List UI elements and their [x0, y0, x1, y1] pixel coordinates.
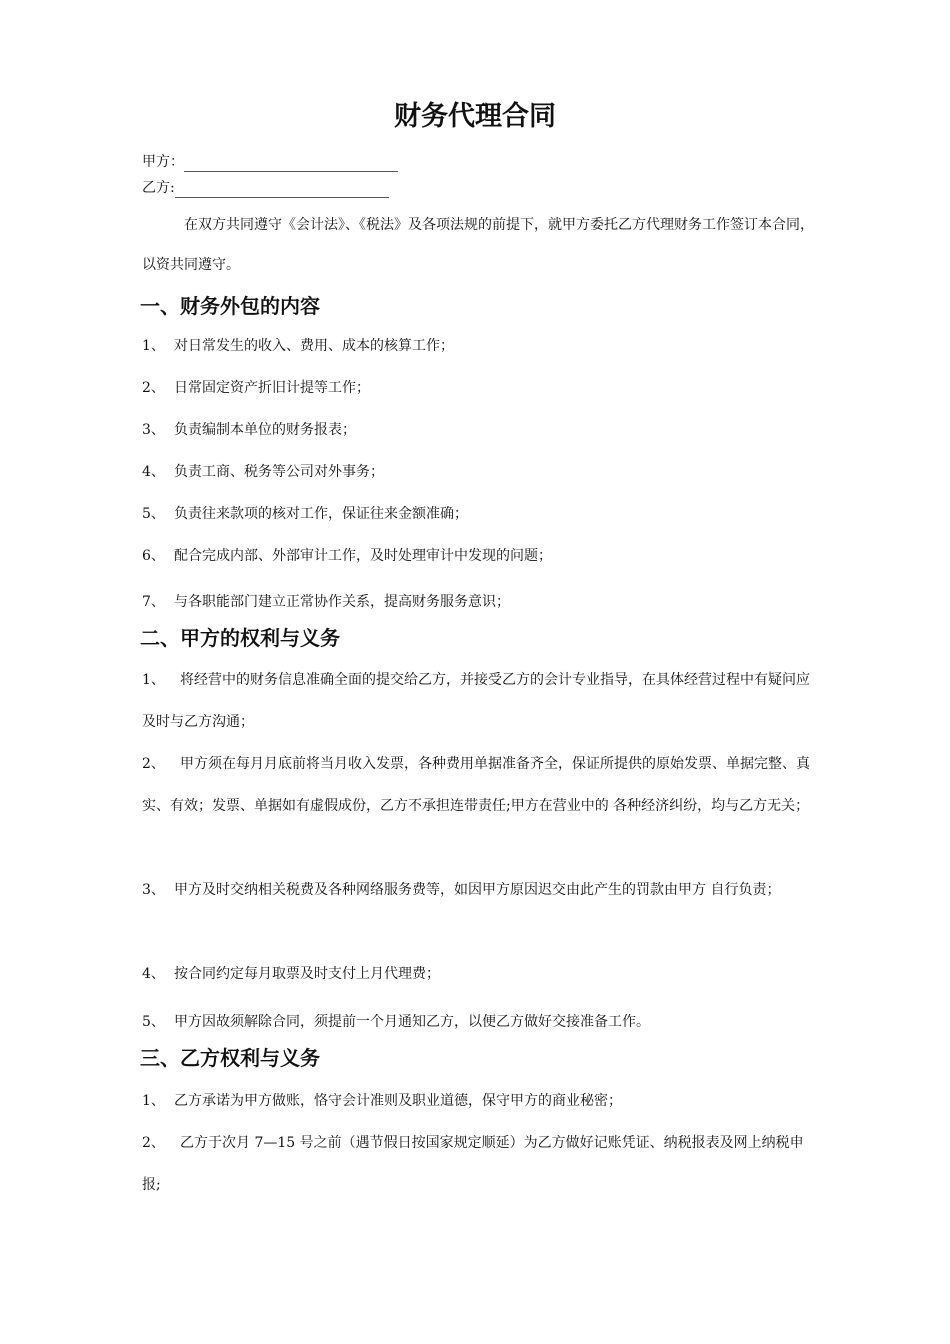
section-heading: 二、甲方的权利与义务: [140, 626, 340, 650]
item-number: 2、: [142, 1135, 165, 1151]
item-number: 1、: [142, 1093, 165, 1109]
item-number: 4、: [142, 966, 165, 982]
party-a-line: [142, 152, 398, 172]
list-item: [142, 743, 822, 827]
item-number: 6、: [142, 548, 165, 564]
party-b-label: 乙方:: [142, 180, 175, 196]
item-text: 甲方因故须解除合同，须提前一个月通知乙方，以便乙方做好交接准备工作。: [174, 1014, 650, 1030]
item-number: 1、: [142, 672, 165, 688]
list-item: [142, 953, 822, 995]
item-number: 5、: [142, 1014, 165, 1030]
item-text: 负责工商、税务等公司对外事务；: [174, 464, 384, 480]
list-item: [142, 1001, 822, 1043]
party-b-blank: [175, 181, 389, 198]
item-text: 按合同约定每月取票及时支付上月代理费；: [174, 966, 440, 982]
item-text: 将经营中的财务信息准确全面的提交给乙方，并接受乙方的会计专业指导，在具体经营过程中有疑问应及时与乙方沟通；: [142, 672, 810, 730]
item-number: 4、: [142, 464, 165, 480]
section-heading: 三、乙方权利与义务: [140, 1046, 320, 1070]
list-item: [142, 869, 822, 911]
list-item: [142, 493, 822, 535]
item-number: 3、: [142, 882, 165, 898]
list-item: [142, 451, 822, 493]
list-item: [142, 659, 822, 743]
item-text: 负责往来款项的核对工作，保证往来金额准确；: [174, 506, 468, 522]
list-item: [142, 535, 822, 577]
item-text: 配合完成内部、外部审计工作，及时处理审计中发现的问题；: [174, 548, 552, 564]
list-item: [142, 1122, 822, 1206]
item-number: 2、: [142, 756, 165, 772]
intro-paragraph: 在双方共同遵守《会计法》、《税法》及各项法规的前提下，就甲方委托乙方代理财务工作签订本合同，以资共同遵守。: [142, 217, 814, 273]
party-a-blank: [184, 155, 398, 172]
item-number: 1、: [142, 338, 165, 354]
item-text: 甲方须在每月月底前将当月收入发票，各种费用单据准备齐全，保证所提供的原始发票、单据完整、真实、有效；发票、单据如有虚假成份，乙方不承担连带责任;甲方在营业中的 各种经济纠纷，均与乙方无关；: [142, 756, 810, 814]
item-number: 2、: [142, 380, 165, 396]
list-item: [142, 325, 822, 367]
section-heading: 一、财务外包的内容: [140, 294, 320, 318]
item-text: 乙方于次月 7—15 号之前（遇节假日按国家规定顺延）为乙方做好记账凭证、纳税报表及网上纳税申报;: [142, 1135, 804, 1193]
list-item: [142, 367, 822, 409]
item-number: 7、: [142, 594, 165, 610]
item-text: 负责编制本单位的财务报表；: [174, 422, 356, 438]
list-item: [142, 581, 822, 623]
item-text: 乙方承诺为甲方做账，恪守会计准则及职业道德，保守甲方的商业秘密；: [174, 1093, 622, 1109]
item-text: 与各职能部门建立正常协作关系，提高财务服务意识；: [174, 594, 510, 610]
item-text: 甲方及时交纳相关税费及各种网络服务费等，如因甲方原因迟交由此产生的罚款由甲方 自行负责；: [174, 882, 781, 898]
party-b-line: [142, 178, 389, 198]
item-text: 日常固定资产折旧计提等工作；: [174, 380, 370, 396]
list-item: [142, 1080, 822, 1122]
party-a-label: 甲方：: [142, 154, 184, 170]
item-number: 5、: [142, 506, 165, 522]
document-title: 财务代理合同: [394, 101, 556, 132]
item-number: 3、: [142, 422, 165, 438]
item-text: 对日常发生的收入、费用、成本的核算工作；: [174, 338, 454, 354]
list-item: [142, 409, 822, 451]
